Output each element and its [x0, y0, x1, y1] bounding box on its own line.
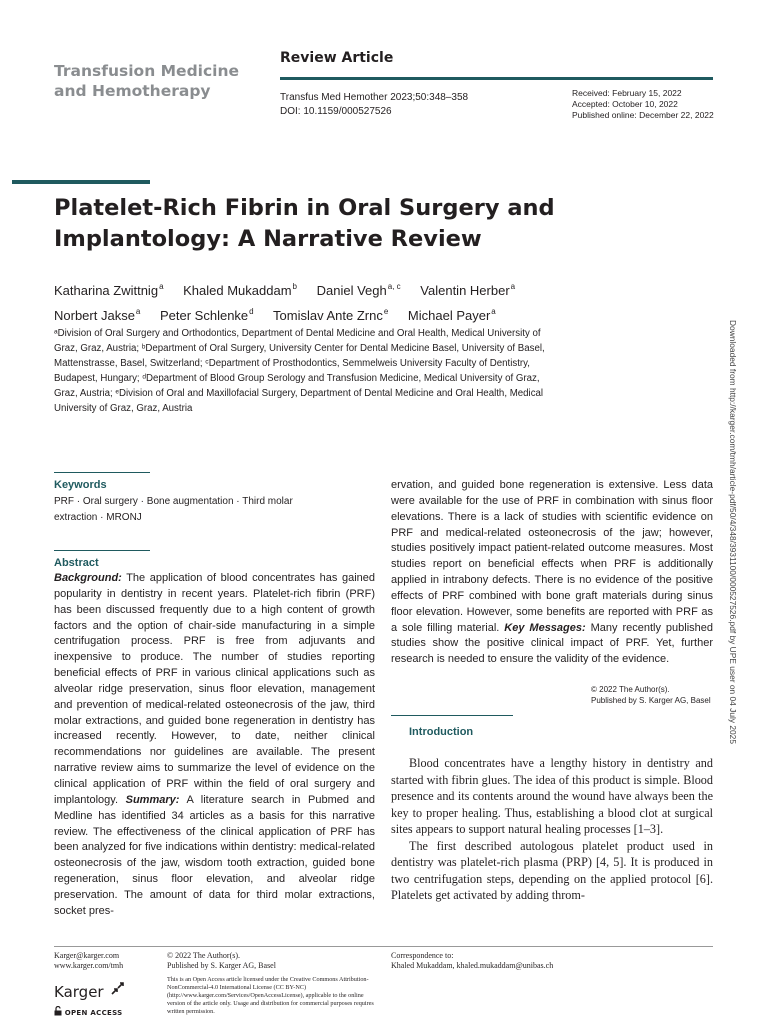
article-title: Platelet-Rich Fibrin in Oral Surgery and Implantology: A Narrative Review [54, 195, 555, 252]
author[interactable]: Peter Schlenke$^d$ [160, 307, 254, 323]
publisher-email[interactable]: Karger@karger.com [54, 951, 120, 960]
doi[interactable]: DOI: 10.1159/000527526 [280, 105, 392, 117]
journal-name: Transfusion Medicine and Hemotherapy [54, 62, 240, 100]
author[interactable]: Valentin Herber$^a$ [420, 282, 516, 298]
key-messages-label: Key Messages: [504, 621, 586, 634]
abstract-rule [54, 550, 150, 551]
karger-wordmark: Karger [54, 983, 104, 1001]
abstract-copyright: © 2022 The Author(s). Published by S. Karger AG, Basel [591, 685, 711, 705]
publisher-contact [54, 951, 164, 971]
author[interactable]: Khaled Mukaddam$^b$ [183, 282, 297, 298]
header-rule [280, 77, 713, 80]
correspondence: Correspondence to: Khaled Mukaddam, khaled.mukaddam@unibas.ch [391, 951, 711, 971]
keywords-list: PRF · Oral surgery · Bone augmentation · Third molar extraction · MRONJ [54, 496, 293, 523]
footer-copyright: © 2022 The Author(s). Published by S. Karger AG, Basel This is an Open Access article licensed under the Creative Commons Attribution-NonCommercial-4.0 International License (CC BY-NC) (http://www.karger.com/Services/OpenAccessLicense), applicable to the online version of the article only. Usage and distribution for commercial purposes requires written permission. [167, 951, 382, 1016]
citation-text: Transfus Med Hemother 2023;50:348–358 [280, 92, 469, 103]
introduction-heading: Introduction [409, 726, 474, 738]
summary-label: Summary: [125, 793, 180, 806]
abstract-body-left: Background: The application of blood concentrates has gained popularity in dentistry in recent years. Platelet-rich fibrin (PRF) has been discussed frequently due to a high content of growth factors and the option of chair-side manufacturing in a simple centrifugation process. PRF is free from adjuvants and inexpensive to produce. The number of studies reporting beneficial effects of PRF in various clinical applications such as alveolar ridge preservation, sinus floor elevation, management and prevention of medical-related osteonecrosis of the jaw, third molar extractions, and guided bone regeneration in dentistry has increased recently. However, to date, neither clinical recommendations nor guidelines are available. The present narrative review aims to summarize the level of evidence on the clinical application of PRF within the field of oral surgery and implantology. Summary: A literature search in Pubmed and Medline has identified 34 articles as a basis for this narrative review. The effectiveness of the clinical application of PRF has been analyzed for five indications within dentistry: medical-related osteonecrosis of the jaw, wisdom tooth extraction, guided bone regeneration, sinus floor elevation, and alveolar ridge preservation. The amount of data for third molar extractions, socket pres- [54, 572, 375, 917]
author[interactable]: Tomislav Ante Zrnc$^e$ [273, 307, 389, 323]
download-note: Downloaded from http://karger.com/tmh/article-pdf/50/4/348/3931100/000527526.pdf by UPE user on 04 July 2025 [728, 320, 738, 744]
author-list [54, 276, 674, 326]
author[interactable]: Daniel Vegh$^{a, c}$ [316, 282, 401, 298]
author[interactable]: Norbert Jakse$^a$ [54, 307, 141, 323]
affiliations: ᵃDivision of Oral Surgery and Orthodontics, Department of Dental Medicine and Oral Health, Medical University of Graz, Graz, Austria; ᵇDepartment of Oral Surgery, University Center for Dental Medicine Basel, University of Basel, Mattenstrasse, Basel, Switzerland; ᶜDepartment of Prosthodontics, Semmelweis University Faculty of Dentistry, Budapest, Hungary; ᵈDepartment of Blood Group Serology and Transfusion Medicine, Medical University of Graz, Graz, Austria; ᵉDivision of Oral and Maxillofacial Surgery, Department of Dental Medicine and Oral Health, Medical University of Graz, Graz, Austria [54, 328, 545, 414]
accent-bar [12, 180, 150, 184]
correspondence-contact[interactable]: Khaled Mukaddam, khaled.mukaddam@unibas.ch [391, 961, 554, 970]
abstract-heading: Abstract [54, 557, 99, 569]
article-dates: Received: February 15, 2022 Accepted: October 10, 2022 Published online: December 22, 2022 [572, 88, 714, 120]
keywords-rule [54, 472, 150, 473]
abstract-body-right: ervation, and guided bone regeneration is extensive. Less data were available for the use of PRF in combination with sinus floor elevations. There is a lack of studies with scientific evidence on PRF and medical-related osteonecrosis of the jaw; however, studies positively impact patient-related outcome measures. Most studies report on beneficial effects when PRF is additionally applied in intrabony defects. There is no evidence of the positive effects of PRF combined with bone graft materials during sinus floor elevation. However, some benefits are reported with PRF as a sole filling material. Key Messages: Many recently published studies show the positive clinical impact of PRF. Yet, further research is needed to ensure the validity of the evidence. [391, 479, 713, 666]
keywords-heading: Keywords [54, 479, 107, 491]
karger-arrows-icon [110, 982, 126, 998]
background-label: Background: [54, 572, 122, 584]
license-text: This is an Open Access article licensed under the Creative Commons Attribution-NonCommercial-4.0 International License (CC BY-NC) (http://www.karger.com/Services/OpenAccessLicense), applicable to the online version of the article only. Usage and distribution for commercial purposes requires written permission. [167, 976, 374, 1015]
article-type: Review Article [280, 50, 394, 66]
author[interactable]: Michael Payer$^a$ [407, 307, 496, 323]
author[interactable]: Katharina Zwittnig$^a$ [54, 282, 164, 298]
open-access-badge: OPEN ACCESS [54, 1006, 122, 1017]
introduction-body [391, 755, 713, 904]
paragraph: Blood concentrates have a lengthy history in dentistry and started with fibrin glues. The idea of this product is simple. Blood presence and its contents around the wound have always been the key to proper healing. Thus, establishing a blood clot at surgical sites appears to support natural healing processes [1–3]. [391, 756, 713, 836]
publisher-website[interactable]: www.karger.com/tmh [54, 961, 124, 970]
citation [280, 91, 468, 118]
introduction-rule [391, 715, 513, 716]
footer-rule [54, 946, 713, 947]
paragraph: The first described autologous platelet product used in dentistry was platelet-rich plasma (PRP) [4, 5]. It is produced in two centrifugation steps, depending on the applied protocol [6]. Platelets get activated by adding throm- [391, 838, 713, 902]
open-lock-icon [54, 1006, 62, 1016]
